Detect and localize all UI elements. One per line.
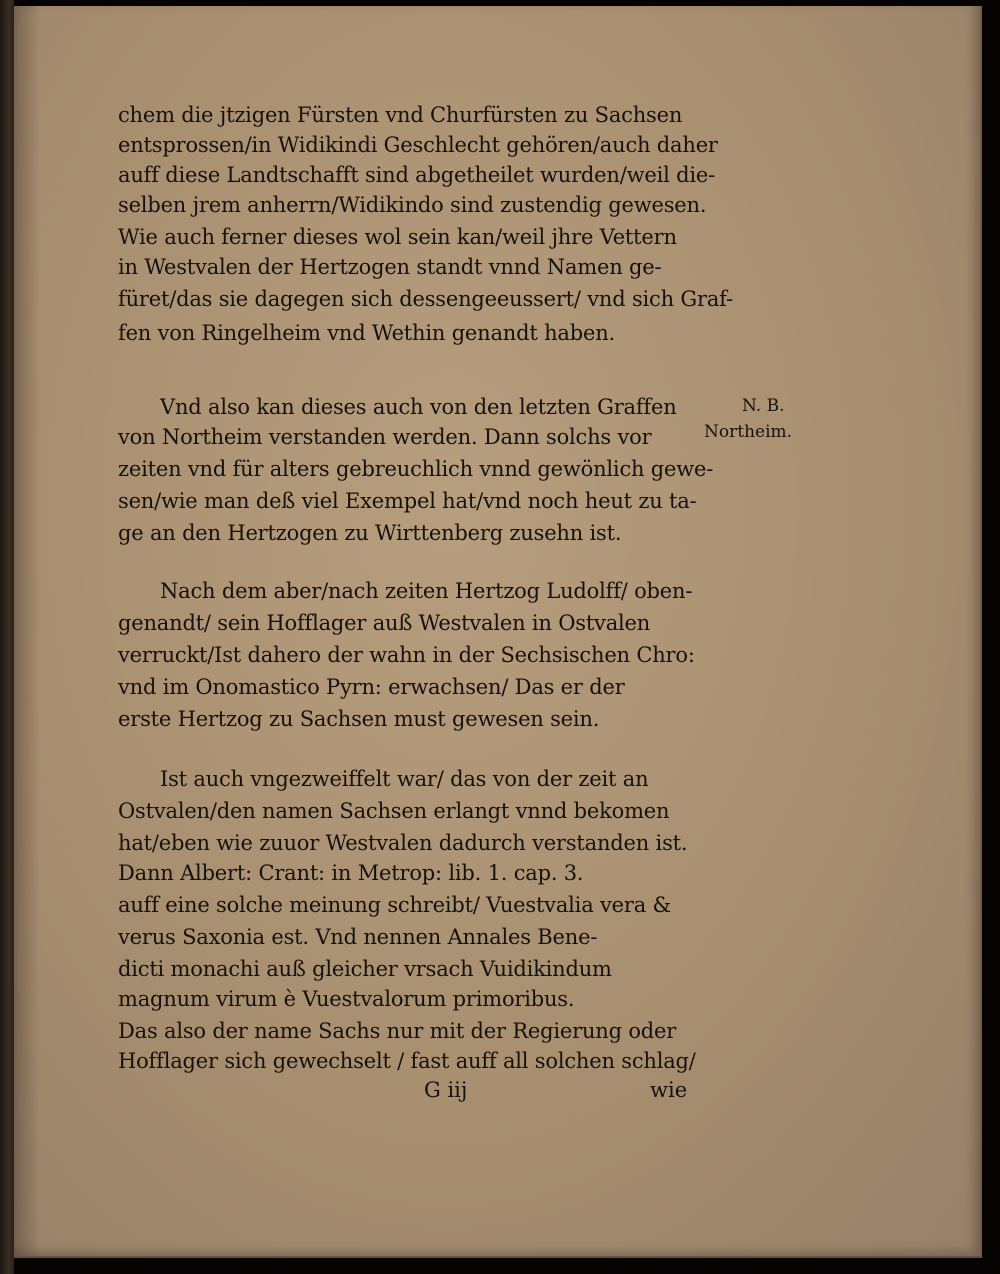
text-line: auff diese Landtschafft sind abgetheilet wurden/weil die- — [118, 163, 715, 187]
text-line: fen von Ringelheim vnd Wethin genandt haben. — [118, 321, 616, 345]
text-line: verruckt/Ist dahero der wahn in der Sechsischen Chro: — [118, 643, 695, 667]
catchword: wie — [650, 1078, 688, 1102]
text-line: hat/eben wie zuuor Westvalen dadurch verstanden ist. — [118, 831, 688, 855]
text-line: von Northeim verstanden werden. Dann solchs vor — [118, 425, 652, 449]
signature-mark: G iij — [424, 1078, 468, 1102]
text-line: verus Saxonia est. Vnd nennen Annales Bene- — [118, 925, 598, 949]
text-line: Das also der name Sachs nur mit der Regierung oder — [118, 1019, 677, 1043]
text-line: Hofflager sich gewechselt / fast auff all solchen schlag/ — [118, 1049, 696, 1073]
text-line: Dann Albert: Crant: in Metrop: lib. 1. cap. 3. — [118, 861, 584, 885]
text-line: in Westvalen der Hertzogen standt vnnd Namen ge- — [118, 255, 662, 279]
text-line: selben jrem anherrn/Widikindo sind zustendig gewesen. — [118, 193, 707, 217]
text-line: Ostvalen/den namen Sachsen erlangt vnnd bekomen — [118, 799, 670, 823]
text-line: Nach dem aber/nach zeiten Hertzog Ludolff/ oben- — [160, 579, 693, 603]
text-line: ge an den Hertzogen zu Wirttenberg zusehn ist. — [118, 521, 622, 545]
text-line: genandt/ sein Hofflager auß Westvalen in Ostvalen — [118, 611, 651, 635]
text-line: vnd im Onomastico Pyrn: erwachsen/ Das er der — [118, 675, 625, 699]
margin-note-northeim: Northeim. — [704, 422, 793, 442]
text-line: zeiten vnd für alters gebreuchlich vnnd gewönlich gewe- — [118, 457, 714, 481]
text-line: Ist auch vngezweiffelt war/ das von der zeit an — [160, 767, 649, 791]
text-line: erste Hertzog zu Sachsen must gewesen sein. — [118, 707, 600, 731]
text-line: entsprossen/in Widikindi Geschlecht gehören/auch daher — [118, 133, 718, 157]
text-line: chem die jtzigen Fürsten vnd Churfürsten zu Sachsen — [118, 103, 683, 127]
text-line: füret/das sie dagegen sich dessengeeussert/ vnd sich Graf- — [118, 287, 733, 311]
text-line: dicti monachi auß gleicher vrsach Vuidikindum — [118, 957, 612, 981]
text-line: Vnd also kan dieses auch von den letzten Graffen — [160, 395, 677, 419]
text-line: auff eine solche meinung schreibt/ Vuestvalia vera & — [118, 893, 672, 917]
margin-note-nb: N. B. — [742, 396, 785, 416]
text-line: Wie auch ferner dieses wol sein kan/weil jhre Vettern — [118, 225, 677, 249]
book-page — [14, 6, 982, 1258]
book-binding-edge — [0, 0, 14, 1274]
text-line: magnum virum è Vuestvalorum primoribus. — [118, 987, 575, 1011]
text-line: sen/wie man deß viel Exempel hat/vnd noch heut zu ta- — [118, 489, 697, 513]
